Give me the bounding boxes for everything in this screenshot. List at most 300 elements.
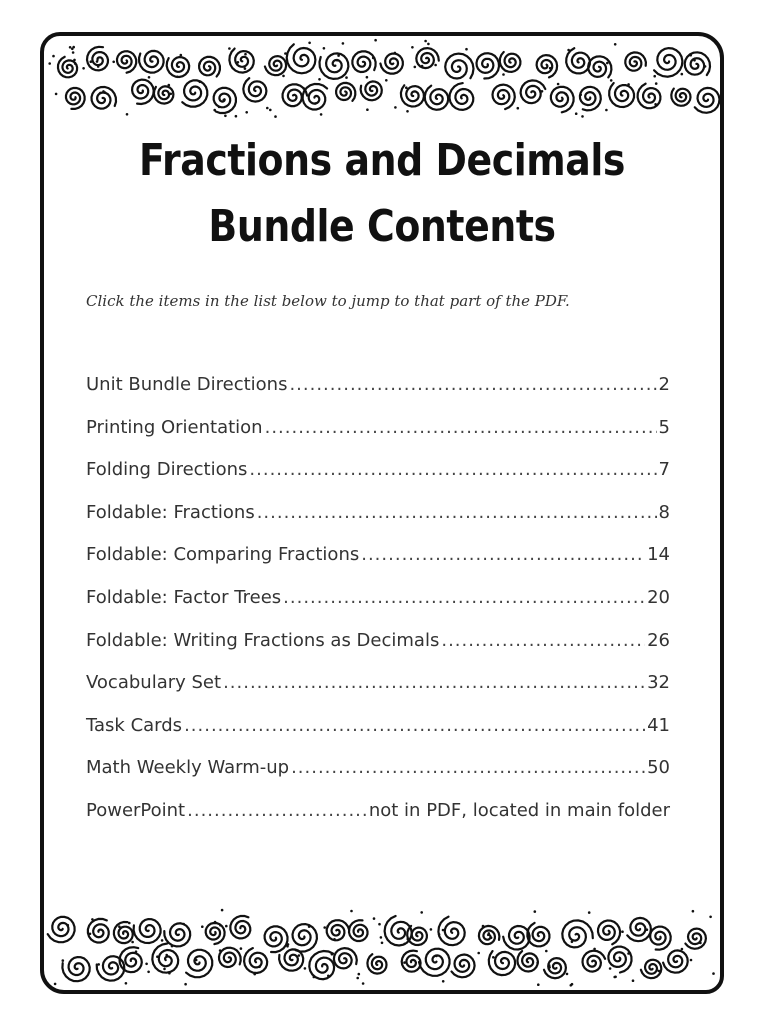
dot-icon [274, 115, 277, 118]
dot-icon [298, 954, 301, 957]
dot-icon [156, 955, 159, 958]
dot-icon [350, 910, 353, 913]
swirl-icon [132, 80, 154, 104]
dot-icon [308, 42, 311, 45]
dot-icon [112, 61, 115, 64]
dot-icon [593, 948, 596, 951]
dot-icon [282, 75, 285, 78]
dot-icon [182, 923, 185, 926]
swirl-icon [625, 52, 646, 70]
swirl-icon [503, 926, 529, 950]
toc-item[interactable] [86, 715, 670, 758]
dot-icon [482, 925, 485, 928]
swirl-icon [186, 950, 212, 977]
dot-icon [221, 909, 224, 912]
dot-icon [366, 108, 369, 111]
swirl-icon [544, 958, 566, 978]
toc-item-page: not in PDF, located in main folder [368, 799, 670, 821]
swirl-border-top [44, 36, 720, 122]
dot-icon [372, 57, 375, 60]
toc-item-label: Foldable: Writing Fractions as Decimals [86, 629, 440, 651]
dot-icon [170, 93, 173, 96]
toc-item-label: Task Cards [86, 714, 183, 736]
swirl-icon [230, 916, 250, 938]
dot-icon [704, 65, 707, 68]
dot-icon [48, 62, 51, 65]
swirl-icon [117, 51, 136, 72]
dot-icon [378, 923, 381, 926]
swirl-icon [598, 921, 620, 945]
swirl-icon [671, 89, 690, 106]
dot-icon [610, 79, 613, 82]
toc-item[interactable] [86, 502, 670, 545]
swirl-pattern-bottom-icon [44, 906, 720, 990]
dot-icon [570, 984, 573, 987]
dot-icon [72, 51, 75, 54]
dot-icon [362, 982, 365, 985]
dot-icon [176, 76, 179, 79]
dot-icon [314, 102, 317, 105]
toc-item[interactable] [86, 672, 670, 715]
dot-icon [477, 952, 480, 955]
dot-icon [490, 936, 493, 939]
dot-icon [337, 54, 340, 57]
dot-icon [240, 947, 243, 950]
swirl-icon [380, 54, 402, 74]
toc-item-label: Printing Orientation [86, 416, 263, 438]
dot-icon [214, 921, 217, 924]
swirl-icon [407, 926, 427, 945]
swirl-icon [265, 926, 288, 952]
dot-icon [244, 67, 247, 70]
dot-icon [442, 980, 445, 983]
dot-icon [323, 47, 326, 50]
toc-leader-dots [289, 374, 656, 395]
dot-icon [403, 961, 406, 964]
toc-item-label: Vocabulary Set [86, 672, 222, 694]
toc-leader-dots [283, 587, 645, 608]
toc-item[interactable] [86, 459, 670, 502]
swirl-icon [650, 927, 671, 950]
swirl-icon [450, 83, 474, 110]
dot-icon [421, 65, 424, 68]
toc-item-page: 32 [647, 672, 670, 694]
dot-icon [614, 43, 617, 46]
dot-icon [488, 932, 491, 935]
swirl-icon [349, 920, 368, 941]
dot-icon [381, 942, 384, 945]
dot-icon [90, 60, 93, 63]
dot-icon [358, 973, 361, 976]
dot-icon [97, 65, 100, 68]
swirl-icon [477, 53, 500, 78]
dot-icon [326, 925, 329, 928]
dot-icon [613, 976, 616, 979]
swirl-icon [66, 88, 85, 109]
dot-icon [118, 925, 121, 928]
instruction-text: Click the items in the list below to jump to that part of the PDF. [86, 292, 570, 310]
toc-item-page: 2 [658, 374, 670, 395]
dot-icon [609, 967, 612, 970]
dot-icon [224, 115, 227, 118]
swirl-icon [229, 49, 253, 73]
toc-item-page: 41 [647, 714, 670, 736]
swirl-icon [303, 84, 327, 110]
dot-icon [438, 933, 441, 936]
toc-item[interactable] [86, 544, 670, 587]
swirl-icon [336, 83, 355, 101]
dot-icon [333, 938, 336, 941]
dot-icon [302, 87, 305, 90]
toc-item[interactable] [86, 417, 670, 460]
page-title-line-2: Bundle Contents [208, 201, 556, 252]
swirl-icon [287, 44, 316, 73]
dot-icon [430, 928, 433, 931]
dot-icon [253, 973, 256, 976]
swirl-icon [182, 80, 207, 106]
dot-icon [318, 78, 321, 81]
dot-icon [245, 111, 248, 114]
toc-item-label: Foldable: Comparing Fractions [86, 544, 360, 566]
swirl-icon [265, 56, 286, 75]
swirl-icon [489, 951, 515, 975]
dot-icon [356, 977, 359, 980]
dot-icon [424, 40, 427, 43]
swirl-icon [551, 87, 574, 113]
swirl-icon [583, 951, 606, 972]
swirl-icon [654, 48, 682, 77]
dot-icon [655, 82, 658, 85]
dot-icon [244, 53, 247, 56]
swirl-icon [219, 948, 241, 967]
swirl-icon [62, 957, 89, 981]
swirl-icon [293, 924, 317, 952]
dot-icon [407, 938, 410, 941]
dot-icon [55, 93, 58, 96]
toc-leader-dots [257, 502, 657, 523]
toc-leader-dots [223, 672, 645, 693]
dot-icon [632, 979, 635, 982]
dot-icon [82, 67, 85, 70]
dot-icon [380, 936, 383, 939]
toc-leader-dots [184, 715, 645, 736]
dot-icon [199, 81, 202, 84]
swirl-icon [367, 954, 386, 973]
swirl-icon [527, 923, 549, 946]
dot-icon [258, 966, 261, 969]
dot-icon [579, 93, 582, 96]
dot-icon [52, 55, 55, 58]
dot-icon [712, 972, 715, 975]
swirl-icon [244, 948, 267, 973]
swirl-icon [609, 83, 634, 107]
dot-icon [537, 983, 540, 986]
swirl-icon [537, 55, 558, 77]
swirl-icon [167, 57, 190, 77]
swirl-icon [695, 88, 720, 113]
dot-icon [394, 106, 397, 109]
dot-icon [366, 76, 369, 79]
swirl-icon [588, 56, 611, 77]
swirl-icon [425, 86, 448, 110]
toc-leader-dots [187, 800, 367, 821]
swirl-icon [48, 917, 75, 942]
swirl-pattern-top-icon [44, 36, 720, 122]
dot-icon [91, 918, 94, 921]
dot-icon [171, 945, 174, 948]
dot-icon [223, 99, 226, 102]
dot-icon [163, 968, 166, 971]
dot-icon [218, 106, 221, 109]
dot-icon [345, 76, 348, 79]
dot-icon [128, 922, 131, 925]
dot-icon [180, 54, 183, 57]
toc-item[interactable] [86, 630, 670, 673]
dot-icon [502, 73, 505, 76]
swirl-icon [88, 919, 109, 943]
dot-icon [442, 929, 445, 932]
swirl-icon [361, 81, 382, 100]
swirl-icon [309, 951, 334, 979]
swirl-icon [452, 955, 475, 978]
dot-icon [565, 93, 568, 96]
toc-item[interactable] [86, 374, 670, 417]
swirl-icon [479, 926, 500, 944]
dot-icon [567, 49, 570, 52]
dot-icon [313, 976, 316, 979]
swirl-icon [419, 949, 450, 976]
swirl-icon [114, 922, 133, 943]
dot-icon [342, 42, 345, 45]
dot-icon [465, 48, 468, 51]
dot-icon [681, 948, 684, 951]
dot-icon [99, 92, 102, 95]
dot-icon [606, 62, 609, 65]
toc-leader-dots [441, 630, 645, 651]
dot-icon [72, 46, 75, 49]
dot-icon [320, 113, 323, 116]
dot-icon [654, 103, 657, 106]
toc-item-label: Foldable: Fractions [86, 501, 255, 523]
dot-icon [69, 46, 72, 49]
toc-item-page: 20 [647, 586, 670, 608]
dot-icon [690, 959, 693, 962]
dot-icon [692, 910, 695, 913]
dot-icon [549, 67, 552, 70]
toc-item-page: 14 [647, 544, 670, 566]
swirl-icon [164, 923, 190, 946]
swirl-icon [517, 951, 538, 971]
swirl-icon [402, 951, 421, 972]
dot-icon [74, 62, 77, 65]
swirl-icon [566, 48, 590, 73]
dot-icon [228, 47, 231, 50]
dot-icon [327, 975, 330, 978]
dot-icon [161, 939, 164, 942]
dot-icon [394, 52, 397, 55]
dot-icon [571, 941, 574, 944]
dot-icon [405, 86, 408, 89]
toc-leader-dots [249, 459, 656, 480]
dot-icon [89, 933, 92, 936]
toc-leader-dots [361, 544, 645, 565]
page-title [88, 128, 676, 260]
dot-icon [286, 945, 289, 948]
dot-icon [581, 115, 584, 118]
toc-item-label: PowerPoint [86, 799, 186, 821]
dot-icon [102, 90, 105, 93]
toc-item-label: Folding Directions [86, 459, 248, 481]
dot-icon [575, 112, 578, 115]
dot-icon [373, 917, 376, 920]
swirl-border-bottom [44, 906, 720, 990]
dot-icon [374, 39, 377, 42]
swirl-icon [493, 85, 515, 110]
dot-icon [336, 59, 339, 62]
toc-leader-dots [291, 757, 645, 778]
dot-icon [125, 982, 128, 985]
dot-icon [627, 83, 630, 86]
dot-icon [148, 76, 151, 79]
toc-leader-dots [265, 417, 657, 438]
swirl-icon [562, 920, 593, 947]
swirl-icon [120, 947, 142, 972]
swirl-icon [352, 51, 375, 72]
dot-icon [468, 90, 471, 93]
dot-icon [653, 75, 656, 78]
dot-icon [147, 971, 150, 974]
dot-icon [219, 924, 222, 927]
dot-icon [235, 115, 238, 118]
dot-icon [67, 924, 70, 927]
dot-icon [195, 959, 198, 962]
dot-icon [414, 66, 417, 69]
dot-icon [689, 54, 692, 57]
swirl-icon [327, 920, 350, 940]
dot-icon [557, 83, 560, 86]
swirl-icon [685, 929, 706, 949]
dot-icon [97, 963, 100, 966]
swirl-icon [199, 57, 220, 77]
dot-icon [266, 107, 269, 110]
dot-icon [420, 911, 423, 914]
dot-icon [403, 943, 406, 946]
dot-icon [73, 59, 76, 62]
dot-icon [137, 86, 140, 89]
dot-icon [201, 925, 204, 928]
swirl-icon [139, 51, 164, 73]
dot-icon [237, 61, 240, 64]
dot-icon [427, 43, 430, 46]
swirl-icon [500, 52, 521, 72]
dot-icon [517, 107, 520, 110]
toc-item[interactable] [86, 757, 670, 800]
toc-item-page: 8 [658, 501, 670, 523]
dot-icon [184, 983, 187, 986]
dot-icon [54, 983, 57, 986]
dot-icon [534, 910, 537, 913]
dot-icon [693, 59, 696, 62]
dot-icon [646, 928, 649, 931]
dot-icon [323, 926, 326, 929]
dot-icon [304, 967, 307, 970]
dot-icon [62, 959, 65, 962]
dot-icon [435, 955, 438, 958]
toc-item[interactable] [86, 800, 670, 843]
dot-icon [709, 916, 712, 919]
dot-icon [135, 950, 138, 953]
swirl-icon [638, 84, 661, 109]
dot-icon [213, 109, 216, 112]
dot-icon [681, 73, 684, 76]
dot-icon [536, 962, 539, 965]
table-of-contents [86, 374, 670, 843]
dot-icon [225, 925, 228, 928]
toc-item-label: Math Weekly Warm-up [86, 757, 290, 779]
dot-icon [168, 972, 171, 975]
dot-icon [621, 930, 624, 933]
swirl-icon [608, 947, 631, 973]
swirl-icon [685, 52, 710, 75]
swirl-icon [445, 54, 473, 79]
dot-icon [588, 911, 591, 914]
dot-icon [545, 950, 548, 953]
dot-icon [658, 970, 661, 973]
dot-icon [627, 952, 630, 955]
toc-item[interactable] [86, 587, 670, 630]
swirl-icon [401, 85, 424, 106]
dot-icon [385, 79, 388, 82]
dot-icon [165, 954, 168, 957]
swirl-icon [334, 948, 357, 968]
dot-icon [126, 113, 129, 116]
page-title-line-1: Fractions and Decimals [139, 135, 625, 186]
dot-icon [492, 956, 495, 959]
toc-item-page: 50 [647, 757, 670, 779]
dot-icon [145, 963, 148, 966]
toc-item-label: Foldable: Factor Trees [86, 586, 282, 608]
swirl-icon [641, 960, 661, 979]
dot-icon [219, 949, 222, 952]
swirl-icon [580, 87, 601, 111]
dot-icon [406, 110, 409, 113]
swirl-icon [663, 950, 688, 972]
dot-icon [168, 84, 171, 87]
swirl-icon [206, 923, 225, 944]
dot-icon [331, 953, 334, 956]
dot-icon [96, 60, 99, 63]
dot-icon [605, 109, 608, 112]
swirl-icon [134, 919, 161, 943]
swirl-icon [243, 78, 266, 101]
dot-icon [434, 64, 437, 67]
dot-icon [548, 966, 551, 969]
dot-icon [284, 52, 287, 55]
dot-icon [541, 90, 544, 93]
dot-icon [198, 62, 201, 65]
dot-icon [269, 109, 272, 112]
toc-item-page: 7 [658, 459, 670, 481]
swirl-icon [279, 949, 303, 970]
dot-icon [411, 46, 414, 49]
dot-icon [131, 941, 134, 944]
toc-item-page: 5 [658, 416, 670, 438]
toc-item-page: 26 [647, 629, 670, 651]
toc-item-label: Unit Bundle Directions [86, 374, 288, 395]
dot-icon [566, 973, 569, 976]
dot-icon [699, 942, 702, 945]
dot-icon [308, 925, 311, 928]
